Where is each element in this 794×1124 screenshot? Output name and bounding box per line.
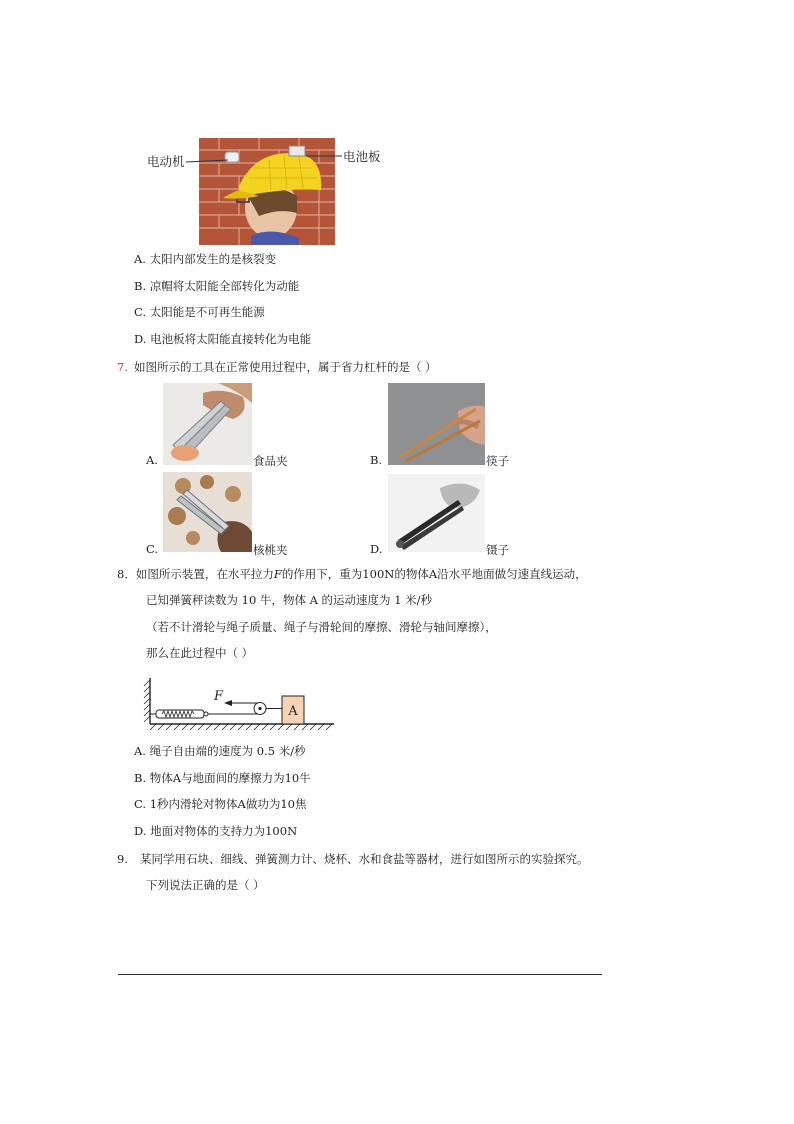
q8-line1 (117, 567, 587, 581)
q9-line2: 下列说法正确的是（ ） (146, 878, 265, 892)
q6-option-a[interactable]: A. 太阳内部发生的是核裂变 (134, 252, 277, 266)
q7-option-b-caption: 筷子 (486, 454, 509, 468)
q8-text-1b: 的作用下，重为100N的物体A沿水平地面做匀速直线运动， (281, 567, 587, 581)
q8-option-a[interactable]: A. 绳子自由端的速度为 0.5 米/秒 (134, 744, 306, 758)
footer-divider (118, 974, 602, 975)
label-leader-lines (186, 146, 346, 170)
q9-number: 9. (117, 852, 128, 866)
q8-option-c[interactable]: C. 1秒内滑轮对物体A做功为10焦 (134, 797, 307, 811)
q7-option-a-letter[interactable]: A. (146, 453, 158, 467)
panel-label: 电池板 (343, 149, 381, 164)
pulley-diagram (140, 672, 340, 732)
q8-line3: （若不计滑轮与绳子质量、绳子与滑轮间的摩擦、滑轮与轴间摩擦）， (146, 620, 497, 634)
q8-line4: 那么在此过程中（ ） (146, 646, 254, 660)
q8-text-1a: 如图所示装置，在水平拉力 (135, 567, 274, 581)
q8-force-symbol: F (273, 567, 282, 581)
q7-option-b-letter[interactable]: B. (370, 453, 383, 467)
q7-stem: 如图所示的工具在正常使用过程中，属于省力杠杆的是（ ） (134, 360, 437, 374)
force-label: F (214, 689, 224, 704)
q7-option-a-caption: 食品夹 (253, 454, 288, 468)
q6-option-d[interactable]: D. 电池板将太阳能直接转化为电能 (134, 332, 312, 346)
q8-number: 8． (117, 567, 136, 581)
chopsticks-photo (388, 383, 485, 465)
q7-option-c-caption: 核桃夹 (253, 543, 288, 557)
q6-option-c[interactable]: C. 太阳能是不可再生能源 (134, 305, 265, 319)
q7-option-c-letter[interactable]: C. (146, 542, 159, 556)
q8-option-b[interactable]: B. 物体A与地面间的摩擦力为10牛 (134, 771, 311, 785)
q8-option-d[interactable]: D. 地面对物体的支持力为100N (134, 824, 298, 838)
tweezers-photo (388, 474, 485, 552)
nutcracker-photo (163, 472, 252, 552)
food-tongs-photo (163, 383, 252, 465)
q7-number: 7. (117, 360, 128, 374)
motor-label: 电动机 (147, 154, 185, 169)
q7-option-d-letter[interactable]: D. (370, 542, 383, 556)
q7-option-d-caption: 镊子 (486, 543, 509, 557)
q8-line2: 已知弹簧秤读数为 10 牛，物体 A 的运动速度为 1 米/秒 (146, 593, 433, 607)
q6-option-b[interactable]: B. 凉帽将太阳能全部转化为动能 (134, 279, 300, 293)
block-label: A (288, 704, 298, 719)
q9-line1: 某同学用石块、细线、弹簧测力计、烧杯、水和食盐等器材，进行如图所示的实验探究。 (140, 852, 589, 866)
